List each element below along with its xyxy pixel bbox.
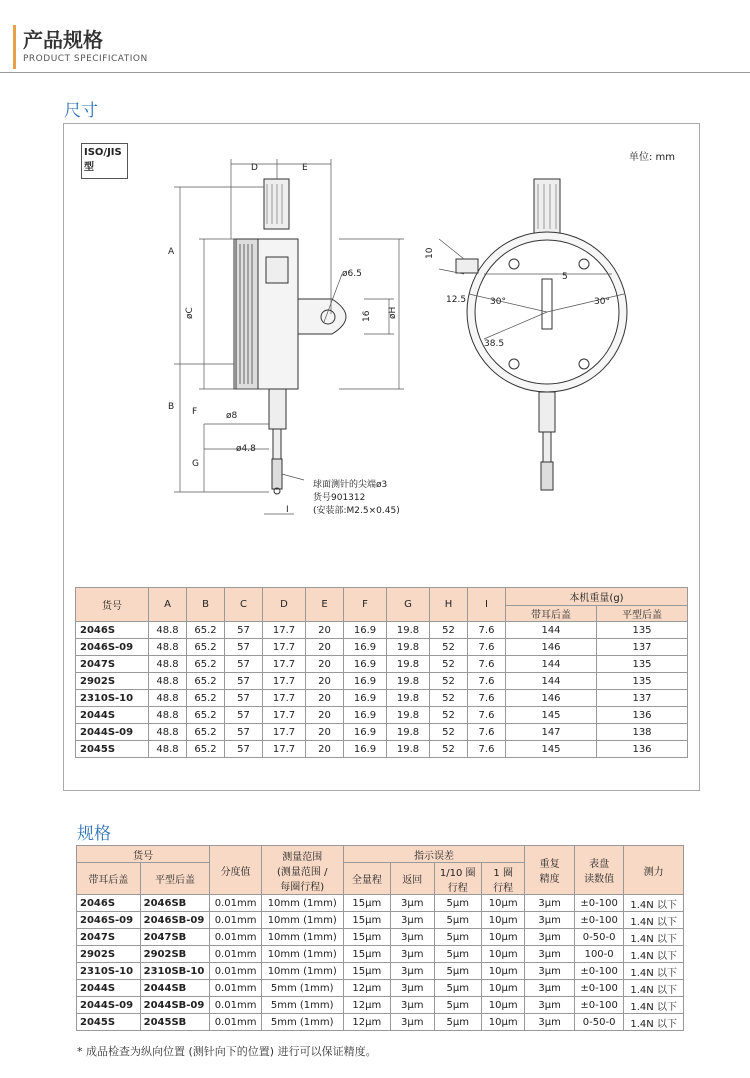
spec-cell: 0-50-0 xyxy=(574,929,623,946)
spec-table-row xyxy=(77,963,684,980)
spec-cell: 5µm xyxy=(434,963,481,980)
dim-cell: 57 xyxy=(225,639,263,656)
spec-cell: 10mm (1mm) xyxy=(261,912,343,929)
spec-cell: 10µm xyxy=(481,929,524,946)
dim-cell: 57 xyxy=(225,656,263,673)
dim-cell: 7.6 xyxy=(468,724,506,741)
spec-cell: 5µm xyxy=(434,895,481,912)
th-graduation: 分度值 xyxy=(210,846,262,895)
spec-cell: 12µm xyxy=(343,980,390,997)
dim-cell: 57 xyxy=(225,622,263,639)
spec-cell: 3µm xyxy=(525,895,574,912)
dim-cell: 19.8 xyxy=(387,690,430,707)
spec-cell: 3µm xyxy=(525,980,574,997)
dim-cell: 2046S-09 xyxy=(76,639,149,656)
dim-cell: 20 xyxy=(306,707,344,724)
dim-cell: 135 xyxy=(597,622,688,639)
dim-cell: 146 xyxy=(506,690,597,707)
dim-table-row xyxy=(76,673,688,690)
dim-cell: 147 xyxy=(506,724,597,741)
spec-cell: 5µm xyxy=(434,1014,481,1031)
spec-cell: 5mm (1mm) xyxy=(261,980,343,997)
dim-cell: 2044S xyxy=(76,707,149,724)
dim-cell: 20 xyxy=(306,622,344,639)
spec-cell: ±0-100 xyxy=(574,997,623,1014)
th-force: 测力 xyxy=(624,846,684,895)
th-I: I xyxy=(468,588,506,622)
dim-cell: 16.9 xyxy=(344,690,387,707)
dim-table-row xyxy=(76,724,688,741)
label-5: 5 xyxy=(562,272,568,282)
dim-cell: 7.6 xyxy=(468,639,506,656)
spec-cell: 10µm xyxy=(481,1014,524,1031)
dim-cell: 48.8 xyxy=(149,690,187,707)
label-10: 10 xyxy=(425,247,435,259)
dim-cell: 136 xyxy=(597,741,688,758)
spec-cell: 100-0 xyxy=(574,946,623,963)
spec-cell: 5mm (1mm) xyxy=(261,997,343,1014)
label-E: E xyxy=(302,163,308,173)
spec-cell: 3µm xyxy=(525,929,574,946)
dim-cell: 17.7 xyxy=(263,690,306,707)
page-title: 产品规格 xyxy=(23,28,103,52)
dim-cell: 20 xyxy=(306,673,344,690)
mounting-lug xyxy=(298,299,346,334)
spec-cell: 1.4N 以下 xyxy=(624,946,684,963)
dim-cell: 7.6 xyxy=(468,690,506,707)
spec-cell: 2047S xyxy=(77,929,141,946)
spec-cell: 10µm xyxy=(481,997,524,1014)
spec-cell: 1.4N 以下 xyxy=(624,895,684,912)
spec-cell: 2902SB xyxy=(140,946,210,963)
dim-cell: 48.8 xyxy=(149,639,187,656)
spec-cell: 0.01mm xyxy=(210,946,262,963)
spec-cell: 15µm xyxy=(343,963,390,980)
dim-cell: 17.7 xyxy=(263,724,306,741)
spec-cell: 15µm xyxy=(343,912,390,929)
spec-table-row xyxy=(77,997,684,1014)
spec-cell: 2310S-10 xyxy=(77,963,141,980)
spec-cell: 10µm xyxy=(481,963,524,980)
dim-cell: 16.9 xyxy=(344,656,387,673)
th-error: 指示误差 xyxy=(343,846,525,863)
spec-cell: 2045SB xyxy=(140,1014,210,1031)
dimension-table xyxy=(75,587,688,758)
spec-cell: 3µm xyxy=(391,997,434,1014)
th-E: E xyxy=(306,588,344,622)
th-C: C xyxy=(225,588,263,622)
dim-cell: 52 xyxy=(430,656,468,673)
spec-cell: 10µm xyxy=(481,980,524,997)
dim-cell: 17.7 xyxy=(263,741,306,758)
dim-cell: 2902S xyxy=(76,673,149,690)
dim-cell: 138 xyxy=(597,724,688,741)
spec-cell: 2044SB-09 xyxy=(140,997,210,1014)
dim-cell: 19.8 xyxy=(387,707,430,724)
spec-cell: 2045S xyxy=(77,1014,141,1031)
dim-cell: 52 xyxy=(430,639,468,656)
dim-cell: 146 xyxy=(506,639,597,656)
spec-cell: 10µm xyxy=(481,895,524,912)
dim-cell: 20 xyxy=(306,639,344,656)
spec-cell: 10mm (1mm) xyxy=(261,946,343,963)
dim-cell: 135 xyxy=(597,673,688,690)
dim-cell: 57 xyxy=(225,741,263,758)
spec-cell: 1.4N 以下 xyxy=(624,980,684,997)
label-A: A xyxy=(168,247,175,257)
dim-cell: 48.8 xyxy=(149,656,187,673)
dim-cell: 57 xyxy=(225,707,263,724)
spec-cell: 5mm (1mm) xyxy=(261,1014,343,1031)
dim-cell: 16.9 xyxy=(344,724,387,741)
spec-cell: 3µm xyxy=(525,912,574,929)
dim-cell: 2044S-09 xyxy=(76,724,149,741)
dim-cell: 2047S xyxy=(76,656,149,673)
spec-cell: 12µm xyxy=(343,997,390,1014)
spec-cell: 3µm xyxy=(391,895,434,912)
dim-cell: 65.2 xyxy=(187,741,225,758)
spec-cell: 2310SB-10 xyxy=(140,963,210,980)
dim-cell: 20 xyxy=(306,741,344,758)
dim-cell: 17.7 xyxy=(263,707,306,724)
dim-cell: 7.6 xyxy=(468,656,506,673)
th-spec-code: 货号 xyxy=(77,846,210,863)
dim-table-row xyxy=(76,656,688,673)
spec-cell: 5µm xyxy=(434,980,481,997)
spec-cell: 3µm xyxy=(525,946,574,963)
label-G: G xyxy=(192,459,199,469)
spec-cell: 10mm (1mm) xyxy=(261,963,343,980)
dim-cell: 48.8 xyxy=(149,622,187,639)
dim-cell: 2045S xyxy=(76,741,149,758)
spec-cell: 15µm xyxy=(343,895,390,912)
spec-cell: 0.01mm xyxy=(210,895,262,912)
dim-cell: 57 xyxy=(225,673,263,690)
spec-cell: 3µm xyxy=(391,946,434,963)
spec-cell: 3µm xyxy=(391,912,434,929)
dim-cell: 20 xyxy=(306,690,344,707)
dim-cell: 52 xyxy=(430,690,468,707)
label-F: F xyxy=(192,407,198,417)
th-code-flat: 平型后盖 xyxy=(140,863,210,895)
spec-cell: 3µm xyxy=(391,1014,434,1031)
spec-cell: 0.01mm xyxy=(210,997,262,1014)
spec-cell: 10µm xyxy=(481,946,524,963)
spec-cell: 3µm xyxy=(525,997,574,1014)
dim-cell: 144 xyxy=(506,673,597,690)
callout-code: 货号901312 xyxy=(313,493,366,503)
spec-cell: 2046S xyxy=(77,895,141,912)
dimensions-panel xyxy=(63,123,700,791)
spec-cell: 2046SB xyxy=(140,895,210,912)
callout-thread: (安装部:M2.5×0.45) xyxy=(313,506,400,516)
dim-cell: 7.6 xyxy=(468,673,506,690)
dim-cell: 19.8 xyxy=(387,673,430,690)
dim-table-row xyxy=(76,639,688,656)
label-I: I xyxy=(286,505,289,515)
spec-table-row xyxy=(77,1014,684,1031)
dim-cell: 19.8 xyxy=(387,639,430,656)
dim-cell: 17.7 xyxy=(263,673,306,690)
dim-cell: 52 xyxy=(430,673,468,690)
dim-cell: 19.8 xyxy=(387,622,430,639)
spec-cell: 10mm (1mm) xyxy=(261,929,343,946)
dim-cell: 2310S-10 xyxy=(76,690,149,707)
header-accent-bar xyxy=(13,25,16,69)
spec-table-row xyxy=(77,929,684,946)
th-dial: 表盘 读数值 xyxy=(574,846,623,895)
spec-table xyxy=(76,845,684,1031)
spec-cell: 10µm xyxy=(481,912,524,929)
spec-cell: 1.4N 以下 xyxy=(624,997,684,1014)
dim-cell: 65.2 xyxy=(187,673,225,690)
dim-cell: 20 xyxy=(306,656,344,673)
dim-cell: 17.7 xyxy=(263,656,306,673)
technical-drawing xyxy=(64,124,699,524)
spec-cell: 1.4N 以下 xyxy=(624,963,684,980)
dim-cell: 137 xyxy=(597,690,688,707)
dim-cell: 7.6 xyxy=(468,741,506,758)
spec-section-title: 规格 xyxy=(77,824,111,844)
label-H: øH xyxy=(388,306,398,319)
dim-cell: 52 xyxy=(430,622,468,639)
label-30a: 30° xyxy=(490,297,506,307)
th-return: 返回 xyxy=(391,863,434,895)
dim-cell: 52 xyxy=(430,741,468,758)
spec-cell: 2047SB xyxy=(140,929,210,946)
label-16: 16 xyxy=(362,310,372,322)
spec-cell: ±0-100 xyxy=(574,912,623,929)
spec-cell: 5µm xyxy=(434,912,481,929)
spec-cell: 10mm (1mm) xyxy=(261,895,343,912)
dim-cell: 19.8 xyxy=(387,741,430,758)
spec-cell: 2044S-09 xyxy=(77,997,141,1014)
spec-cell: 2046S-09 xyxy=(77,912,141,929)
dim-cell: 7.6 xyxy=(468,622,506,639)
spec-cell: ±0-100 xyxy=(574,980,623,997)
callout-tip: 球面测针的尖端ø3 xyxy=(313,480,388,490)
dim-table-row xyxy=(76,622,688,639)
spec-table-row xyxy=(77,980,684,997)
th-B: B xyxy=(187,588,225,622)
spec-cell: 3µm xyxy=(525,1014,574,1031)
spec-cell: 0.01mm xyxy=(210,980,262,997)
dim-cell: 19.8 xyxy=(387,724,430,741)
dim-cell: 17.7 xyxy=(263,622,306,639)
th-weight-eared: 带耳后盖 xyxy=(506,606,597,622)
th-H: H xyxy=(430,588,468,622)
dim-cell: 48.8 xyxy=(149,707,187,724)
dim-cell: 135 xyxy=(597,656,688,673)
label-d48: ø4.8 xyxy=(236,444,256,454)
th-code: 货号 xyxy=(76,588,149,622)
spec-cell: 5µm xyxy=(434,997,481,1014)
dim-cell: 16.9 xyxy=(344,741,387,758)
dim-cell: 65.2 xyxy=(187,622,225,639)
spec-cell: 3µm xyxy=(525,963,574,980)
dim-cell: 16.9 xyxy=(344,622,387,639)
spec-cell: 2044SB xyxy=(140,980,210,997)
spec-cell: 3µm xyxy=(391,980,434,997)
dim-cell: 65.2 xyxy=(187,656,225,673)
spec-cell: 1.4N 以下 xyxy=(624,929,684,946)
th-G: G xyxy=(387,588,430,622)
dim-cell: 48.8 xyxy=(149,741,187,758)
label-38-5: 38.5 xyxy=(484,339,505,349)
th-one: 1 圈 行程 xyxy=(481,863,524,895)
th-weight-flat: 平型后盖 xyxy=(597,606,688,622)
dim-cell: 48.8 xyxy=(149,673,187,690)
label-d8: ø8 xyxy=(226,411,238,421)
label-d65: ø6.5 xyxy=(342,269,362,279)
dim-table-row xyxy=(76,707,688,724)
dim-cell: 145 xyxy=(506,741,597,758)
spec-cell: 15µm xyxy=(343,929,390,946)
dim-cell: 7.6 xyxy=(468,707,506,724)
dim-cell: 52 xyxy=(430,724,468,741)
dim-cell: 16.9 xyxy=(344,707,387,724)
dim-cell: 65.2 xyxy=(187,639,225,656)
dim-cell: 48.8 xyxy=(149,724,187,741)
spec-cell: 2044S xyxy=(77,980,141,997)
spec-cell: 5µm xyxy=(434,929,481,946)
spec-cell: ±0-100 xyxy=(574,963,623,980)
dim-cell: 52 xyxy=(430,707,468,724)
page-subtitle: PRODUCT SPECIFICATION xyxy=(23,54,148,64)
th-range: 测量范围 (测量范围 / 每圈行程) xyxy=(261,846,343,895)
dim-cell: 57 xyxy=(225,724,263,741)
spec-cell: 0.01mm xyxy=(210,912,262,929)
spec-cell: 15µm xyxy=(343,946,390,963)
th-D: D xyxy=(263,588,306,622)
spec-cell: 0.01mm xyxy=(210,963,262,980)
dim-cell: 136 xyxy=(597,707,688,724)
dim-table-row xyxy=(76,741,688,758)
spec-cell: 2902S xyxy=(77,946,141,963)
label-D: D xyxy=(251,163,258,173)
dim-cell: 2046S xyxy=(76,622,149,639)
th-full-range: 全量程 xyxy=(343,863,390,895)
dim-cell: 20 xyxy=(306,724,344,741)
spec-cell: 0.01mm xyxy=(210,929,262,946)
spec-cell: 1.4N 以下 xyxy=(624,1014,684,1031)
spec-cell: 1.4N 以下 xyxy=(624,912,684,929)
dim-cell: 144 xyxy=(506,622,597,639)
spec-cell: 12µm xyxy=(343,1014,390,1031)
spec-cell: 2046SB-09 xyxy=(140,912,210,929)
dim-table-row xyxy=(76,690,688,707)
spec-table-row xyxy=(77,912,684,929)
dim-cell: 65.2 xyxy=(187,707,225,724)
dim-cell: 57 xyxy=(225,690,263,707)
dim-cell: 65.2 xyxy=(187,690,225,707)
dim-cell: 65.2 xyxy=(187,724,225,741)
spec-table-row xyxy=(77,895,684,912)
dim-cell: 16.9 xyxy=(344,639,387,656)
th-weight: 本机重量(g) xyxy=(506,588,688,606)
spec-cell: ±0-100 xyxy=(574,895,623,912)
spec-cell: 0.01mm xyxy=(210,1014,262,1031)
th-tenth: 1/10 圈 行程 xyxy=(434,863,481,895)
label-C: øC xyxy=(185,307,195,319)
spec-table-row xyxy=(77,946,684,963)
page-header xyxy=(0,0,750,73)
label-30b: 30° xyxy=(594,297,610,307)
dim-cell: 137 xyxy=(597,639,688,656)
th-F: F xyxy=(344,588,387,622)
dim-cell: 19.8 xyxy=(387,656,430,673)
footnote: * 成品检查为纵向位置 (测针向下的位置) 进行可以保证精度。 xyxy=(77,1045,377,1058)
dim-cell: 17.7 xyxy=(263,639,306,656)
dim-cell: 144 xyxy=(506,656,597,673)
th-A: A xyxy=(149,588,187,622)
spec-cell: 3µm xyxy=(391,929,434,946)
dim-cell: 16.9 xyxy=(344,673,387,690)
label-B: B xyxy=(168,402,175,412)
th-repeat: 重复 精度 xyxy=(525,846,574,895)
dim-cell: 145 xyxy=(506,707,597,724)
type-label: ISO/JIS 型 xyxy=(81,143,128,179)
spec-cell: 3µm xyxy=(391,963,434,980)
spec-cell: 5µm xyxy=(434,946,481,963)
spec-cell: 0-50-0 xyxy=(574,1014,623,1031)
unit-label: 单位: mm xyxy=(629,152,676,163)
dims-section-title: 尺寸 xyxy=(64,101,98,121)
label-12-5: 12.5 xyxy=(446,295,467,305)
th-code-eared: 带耳后盖 xyxy=(77,863,141,895)
